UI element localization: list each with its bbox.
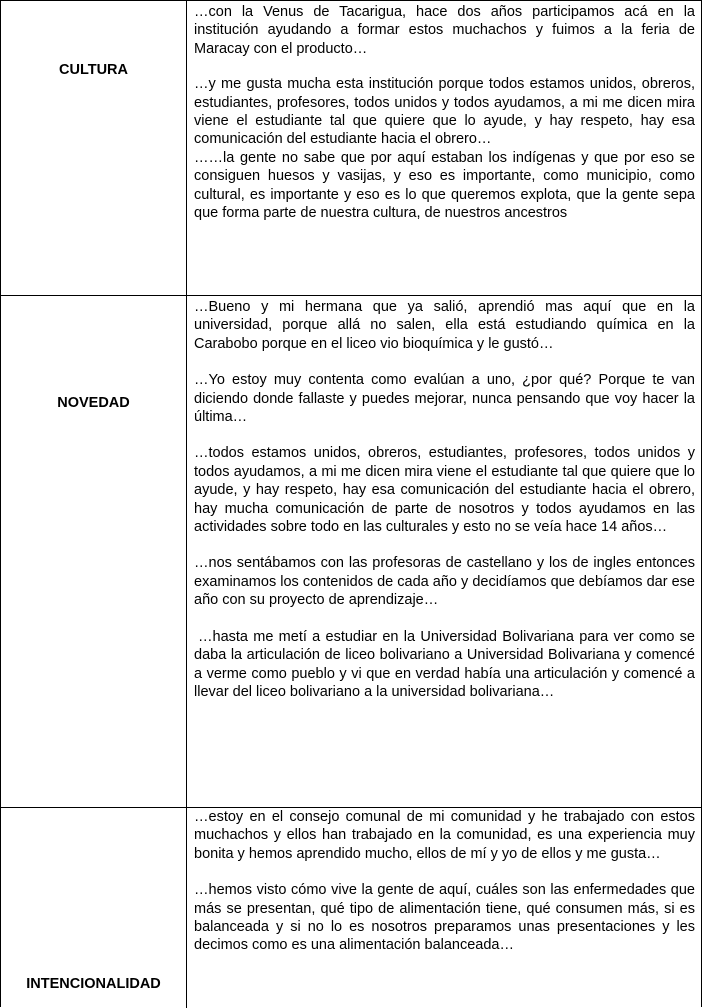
row-block-cultura <box>1 1 701 296</box>
quote: ……la gente no sabe que por aquí estaban los indígenas y que por eso se consiguen huesos y vasijas, y eso es importante, como municipio, como cultural, es importante y eso es lo que queremos explota, que la gente sepa que forma parte de nuestra cultura, de nuestros ancestros <box>194 149 695 222</box>
quote: …nos sentábamos con las profesoras de castellano y los de ingles entonces examinamos los contenidos de cada año y decidíamos que debíamos dar ese año con su proyecto de aprendizaje… <box>194 555 695 609</box>
quote: …con la Venus de Tacarigua, hace dos años participamos acá en la institución ayudando a formar estos muchachos y fuimos a la feria de Maracay con el producto… <box>194 4 695 57</box>
quotes-cell-intencionalidad <box>188 808 701 1008</box>
row-block-novedad <box>1 296 701 808</box>
category-label-novedad-cell: NOVEDAD <box>1 296 187 807</box>
category-label-intencionalidad-cell: INTENCIONALIDAD <box>1 808 187 1008</box>
category-label-cultura-cell: CULTURA <box>1 1 187 295</box>
quote: …hasta me metí a estudiar en la Universidad Bolivariana para ver como se daba la articulación de liceo bolivariano a Universidad Bolivariana y comencé a verme como pueblo y vi que en verdad había una articulación y comencé a llevar del liceo bolivariano a la universidad bolivariana… <box>194 628 695 700</box>
quote: …hemos visto cómo vive la gente de aquí, cuáles son las enfermedades que más se presentan, qué tipo de alimentación tiene, qué consumen más, si es balanceada y si no lo es nosotros preparamos unas presentaciones y les decimos como es una alimentación balanceada… <box>194 882 695 954</box>
quote: …y me gusta mucha esta institución porque todos estamos unidos, obreros, estudiantes, profesores, todos unidos y todos ayudamos, a mi me dicen mira viene el estudiante tal que quiere que lo ayude, y hay respeto, hay esa comunicación del estudiante hacia el obrero… <box>194 76 695 148</box>
quote: …Bueno y mi hermana que ya salió, aprendió mas aquí que en la universidad, porque allá no salen, ella está estudiando química en la Carabobo porque en el liceo vio bioquímica y le gustó… <box>194 299 695 352</box>
quote: …todos estamos unidos, obreros, estudiantes, profesores, todos unidos y todos ayudamos, a mi me dicen mira viene el estudiante tal que quiere que lo ayude, y hay respeto, hay esa comunicación del estudiante hacia el obrero, hay mucha comunicación de parte de nosotros y todos ayudamos en las actividades sobre todo en las culturales y esto no se veía hace 14 años… <box>194 445 695 536</box>
row-block-intencionalidad <box>1 808 701 1008</box>
quote: …estoy en el consejo comunal de mi comunidad y he trabajado con estos muchachos y ellos han trabajado en la comunidad, es una experiencia muy bonita y hemos aprendido mucho, ellos de mí y yo de ellos y me gusta… <box>194 809 695 862</box>
quotes-cell-cultura <box>188 1 701 295</box>
quote: …Yo estoy muy contenta como evalúan a uno, ¿por qué? Porque te van diciendo donde fallaste y puedes mejorar, nunca pensando que voy hacer la última… <box>194 372 695 426</box>
quotes-cell-novedad <box>188 296 701 807</box>
